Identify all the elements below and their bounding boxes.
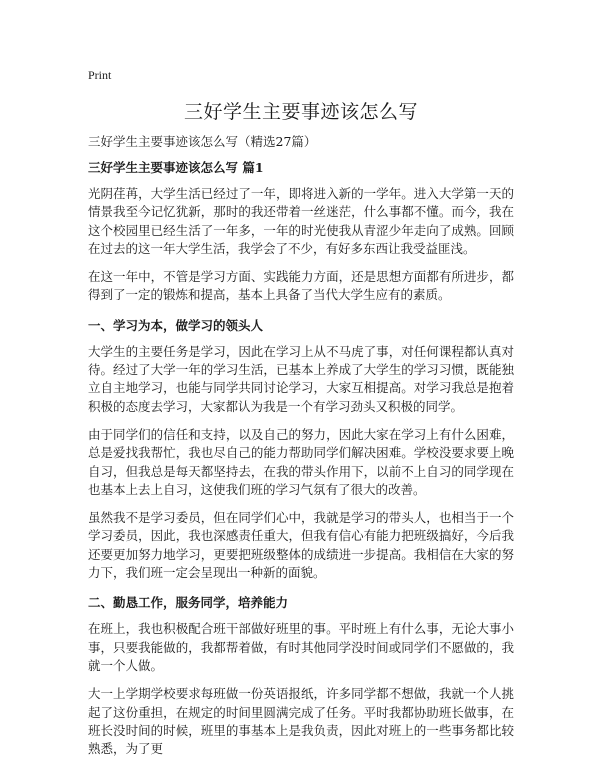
document-subtitle: 三好学生主要事迹该怎么写（精选27篇）	[88, 134, 317, 149]
piece-heading: 三好学生主要事迹该怎么写 篇1	[88, 160, 264, 175]
section-1-paragraph-3: 虽然我不是学习委员，但在同学们心中，我就是学习的带头人，也相当于一个学习委员，因此，我也深感责任重大，但我有信心有能力把班级搞好，今后我还要更加努力地学习，更要把班级整体的成绩进一步提高。我相信在大家的努力下，我们班一定会呈现出一种新的面貌。	[88, 510, 514, 581]
intro-paragraph-1: 光阴荏苒，大学生活已经过了一年，即将进入新的一学年。进入大学第一天的情景我至今记忆犹新，那时的我还带着一丝迷茫，什么事都不懂。而今，我在这个校园里已经生活了一年多，一年的时光使我从青涩少年走向了成熟。回顾在过去的这一年大学生活，我学会了不少，有好多东西让我受益匪浅。	[88, 186, 514, 256]
print-label: Print	[88, 68, 112, 82]
section-2-paragraph-2: 大一上学期学校要求每班做一份英语报纸，许多同学都不想做，我就一个人挑起了这份重担，在规定的时间里圆满完成了任务。平时我都协助班长做事，在班长没时间的时候，班里的事基本上是我负责，因此对班上的一些事务都比较熟悉，为了更	[88, 686, 514, 757]
section-2-paragraph-1: 在班上，我也积极配合班干部做好班里的事。平时班上有什么事，无论大事小事，只要我能做的，我都帮着做，有时其他同学没时间或同学们不愿做的，我就一个人做。	[88, 621, 514, 673]
section-2-heading: 二、勤恳工作，服务同学，培养能力	[88, 595, 289, 611]
section-1-heading: 一、学习为本，做学习的领头人	[88, 317, 264, 333]
section-1-paragraph-2: 由于同学们的信任和支持，以及自己的努力，因此大家在学习上有什么困难，总是爱找我帮忙，我也尽自己的能力帮助同学们解决困难。学校没要求要上晚自习，但我总是每天都坚持去，在我的带头作用下，以前不上自习的同学现在也基本上去上自习，这使我们班的学习气氛有了很大的改善。	[88, 426, 514, 497]
section-1-paragraph-1: 大学生的主要任务是学习，因此在学习上从不马虎了事，对任何课程都认真对待。经过了大学一年的学习生活，已基本上养成了大学生的学习习惯，既能独立自主地学习，也能与同学共同讨论学习，大家互相提高。对学习我总是抱着积极的态度去学习，大家都认为我是一个有学习劲头又积极的同学。	[88, 343, 514, 414]
intro-paragraph-2: 在这一年中，不管是学习方面、实践能力方面，还是思想方面都有所进步，都得到了一定的锻炼和提高，基本上具备了当代大学生应有的素质。	[88, 269, 514, 303]
document-title: 三好学生主要事迹该怎么写	[183, 101, 418, 123]
